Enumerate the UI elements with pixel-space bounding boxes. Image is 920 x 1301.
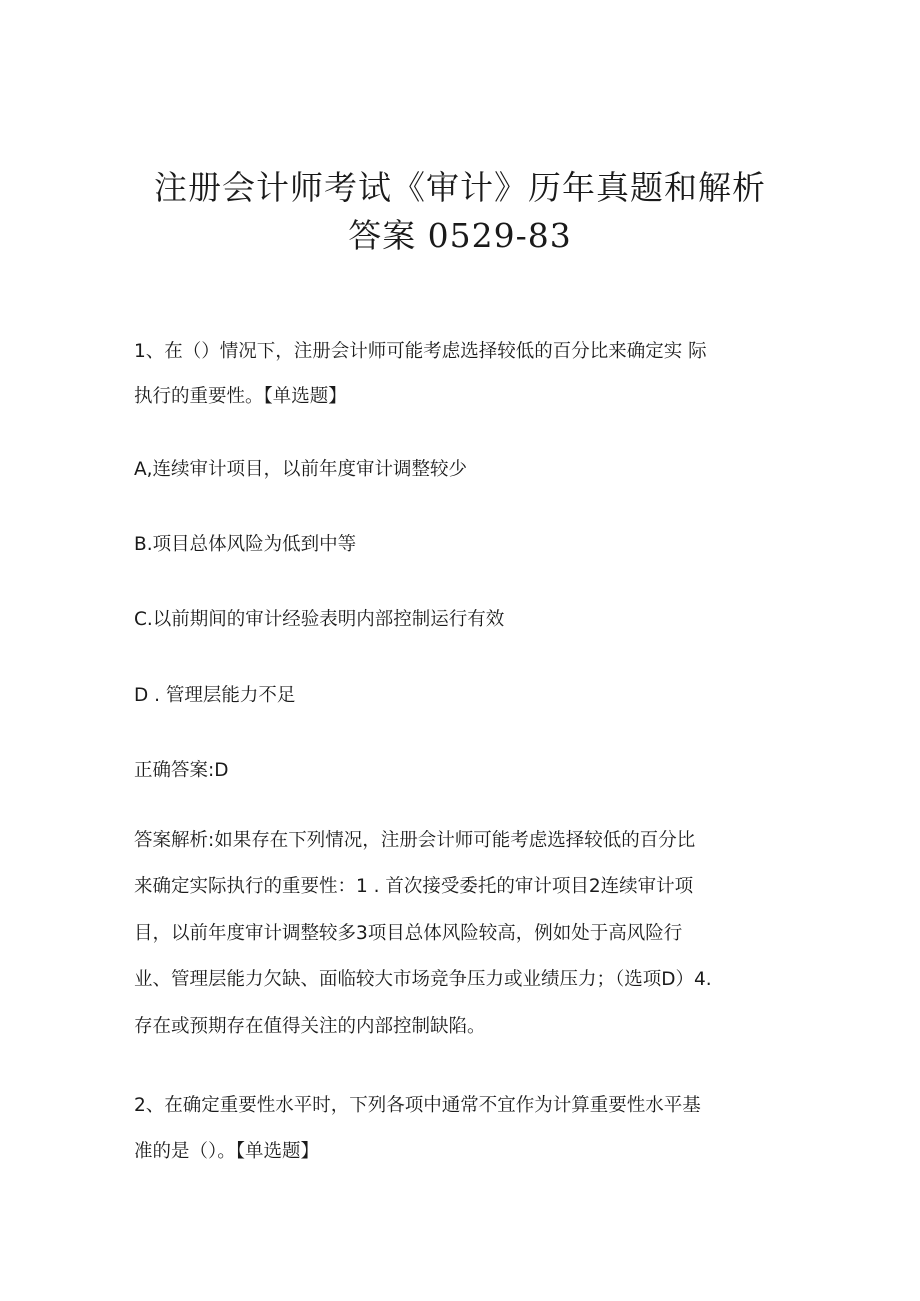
question-1-analysis-line: 存在或预期存在值得关注的内部控制缺陷。	[134, 1016, 486, 1037]
question-1-analysis-line: 来确定实际执行的重要性：1 . 首次接受委托的审计项目2连续审计项	[134, 876, 694, 897]
question-1-analysis-line: 答案解析:如果存在下列情况，注册会计师可能考虑选择较低的百分比	[134, 830, 696, 851]
question-1-option-d: D . 管理层能力不足	[134, 685, 296, 706]
question-1-stem-line2: 执行的重要性。【单选题】	[134, 386, 347, 407]
document-title-line2: 答案 0529-83	[348, 216, 572, 255]
question-1-analysis-line: 业、管理层能力欠缺、面临较大市场竞争压力或业绩压力；（选项D）4.	[134, 969, 712, 990]
question-1-option-a: A,连续审计项目，以前年度审计调整较少	[134, 459, 468, 480]
document-title-line1: 注册会计师考试《审计》历年真题和解析	[154, 168, 766, 207]
question-1-analysis-line: 目，以前年度审计调整较多3项目总体风险较高，例如处于高风险行	[134, 923, 683, 944]
question-1-option-c: C.以前期间的审计经验表明内部控制运行有效	[134, 609, 505, 630]
question-1-answer: 正确答案:D	[134, 760, 229, 781]
question-2-stem-line1: 2、在确定重要性水平时，下列各项中通常不宜作为计算重要性水平基	[134, 1095, 701, 1116]
question-1-stem-line1: 1、在（）情况下，注册会计师可能考虑选择较低的百分比来确定实 际	[134, 341, 707, 362]
question-1-option-b: B.项目总体风险为低到中等	[134, 534, 357, 555]
question-2-stem-line2: 准的是（）。【单选题】	[134, 1141, 320, 1162]
